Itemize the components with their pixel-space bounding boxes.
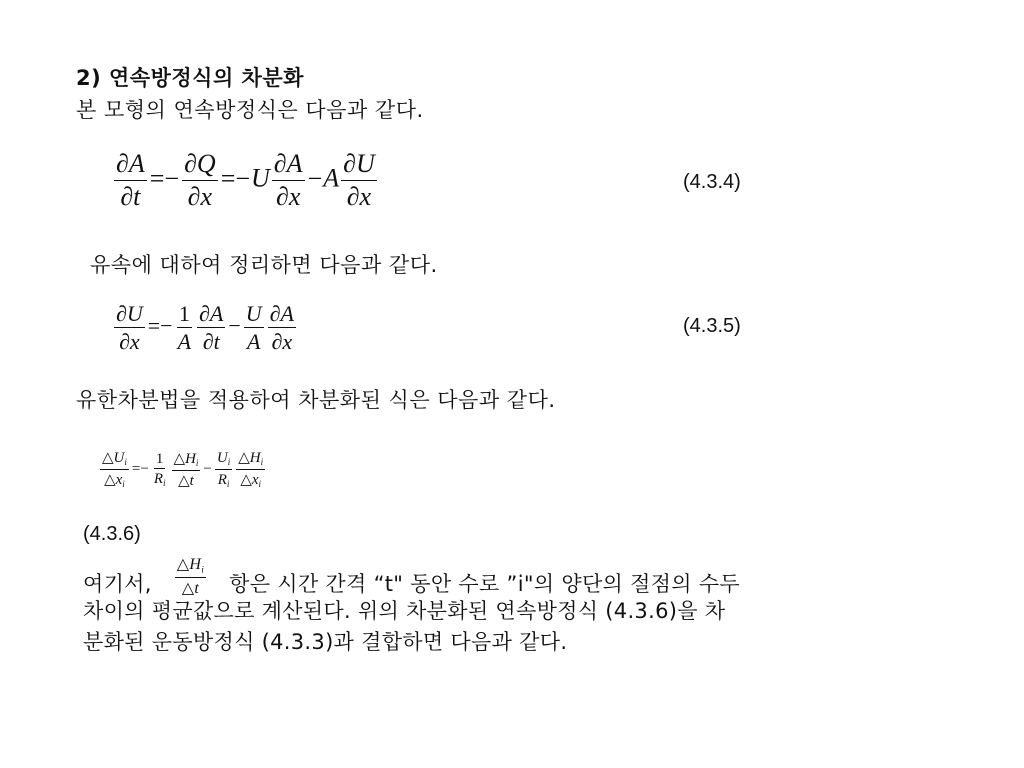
equals-minus: =− — [149, 163, 180, 193]
variable-x: x — [251, 472, 259, 489]
minus: − — [203, 461, 212, 478]
variable-x: x — [115, 472, 123, 489]
subscript-i: i — [258, 479, 262, 490]
variable-H: H — [249, 450, 261, 466]
fraction-U-A — [244, 302, 264, 354]
fraction-dA-dt — [114, 150, 147, 211]
equals-minus: =− — [220, 163, 251, 193]
subscript-i: i — [226, 479, 230, 490]
numerator: 1 — [177, 302, 192, 328]
variable-R: R — [217, 472, 227, 489]
fraction-dHi-dt — [175, 556, 206, 598]
equation-number: (4.3.5) — [683, 315, 741, 337]
numerator: ∂A — [197, 302, 225, 328]
equation-number: (4.3.6) — [83, 523, 141, 545]
subscript-i: i — [201, 564, 205, 576]
denominator: ∂t — [202, 329, 220, 355]
subscript-i: i — [122, 479, 125, 490]
variable-t: t — [189, 472, 194, 489]
fraction-dU-dx — [114, 302, 145, 354]
delta-symbol: △ — [173, 450, 186, 467]
variable-U: U — [251, 163, 270, 193]
numerator — [175, 556, 206, 578]
subscript-i: i — [124, 457, 127, 468]
numerator — [236, 450, 265, 470]
delta-symbol: △ — [238, 450, 250, 466]
subscript-i: i — [195, 457, 199, 468]
fraction-dU-dx — [341, 150, 377, 211]
intro-text: 본 모형의 연속방정식은 다음과 같다. — [76, 98, 424, 122]
denominator: A — [247, 329, 261, 355]
body-text-fdm: 유한차분법을 적용하여 차분화된 식은 다음과 같다. — [76, 388, 556, 412]
denominator: ∂t — [120, 181, 141, 211]
subscript-i: i — [260, 457, 264, 468]
denominator: ∂x — [187, 181, 213, 211]
numerator: 1 — [154, 451, 166, 470]
section-title: 2) 연속방정식의 차분화 — [76, 66, 304, 90]
numerator: ∂A — [272, 150, 305, 181]
variable-H: H — [189, 556, 202, 573]
variable-U: U — [113, 450, 125, 466]
inline-fraction-dHi-dt — [173, 556, 208, 598]
paragraph-line-3: 분화된 운동방정식 (4.3.3)과 결합하면 다음과 같다. — [83, 630, 568, 654]
denominator: ∂x — [119, 329, 140, 355]
delta-symbol: △ — [102, 450, 114, 466]
numerator: U — [244, 302, 264, 328]
fraction-dQ-dx — [182, 150, 218, 211]
numerator — [172, 451, 201, 471]
delta-symbol: △ — [240, 472, 252, 489]
denominator — [102, 470, 127, 490]
fraction-dA-dx — [268, 302, 296, 354]
denominator — [152, 469, 168, 489]
delta-symbol: △ — [178, 472, 190, 489]
paragraph-text: 여기서, — [83, 571, 152, 596]
numerator: ∂U — [114, 302, 145, 328]
minus: − — [307, 163, 323, 193]
variable-R: R — [153, 471, 163, 488]
variable-U: U — [216, 450, 228, 466]
delta-symbol: △ — [104, 472, 116, 489]
numerator — [100, 450, 129, 470]
subscript-i: i — [163, 478, 166, 489]
fraction-dHi-dt — [172, 451, 201, 490]
denominator — [216, 470, 232, 490]
minus: − — [228, 313, 241, 339]
fraction-1-A — [176, 302, 193, 354]
fraction-dUi-dxi — [100, 450, 129, 490]
fraction-Ui-Ri — [215, 450, 232, 490]
fraction-dA-dx — [272, 150, 305, 211]
fraction-dHi-dxi — [236, 450, 265, 490]
denominator: A — [177, 329, 192, 355]
numerator: ∂A — [268, 302, 296, 328]
equation-4-3-4 — [112, 150, 379, 211]
denominator — [238, 470, 263, 490]
body-text-velocity: 유속에 대하여 정리하면 다음과 같다. — [90, 253, 438, 277]
numerator: ∂Q — [182, 150, 218, 181]
fraction-1-Ri — [152, 451, 168, 490]
numerator — [215, 450, 232, 470]
equals-minus: =− — [147, 313, 173, 339]
denominator — [180, 578, 201, 598]
paragraph-line-2: 차이의 평균값으로 계산된다. 위의 차분화된 연속방정식 (4.3.6)을 차 — [83, 599, 726, 623]
numerator: ∂U — [341, 150, 377, 181]
equation-4-3-5 — [112, 302, 298, 354]
denominator — [176, 471, 196, 490]
numerator: ∂A — [114, 150, 147, 181]
equation-number: (4.3.4) — [683, 171, 741, 193]
variable-H: H — [185, 450, 196, 467]
equation-4-3-6 — [98, 450, 267, 490]
variable-A: A — [323, 163, 340, 193]
denominator: ∂x — [346, 181, 372, 211]
equals-minus: =− — [131, 461, 149, 478]
denominator: ∂x — [271, 329, 293, 355]
subscript-i: i — [227, 457, 231, 468]
variable-t: t — [194, 579, 200, 597]
delta-symbol: △ — [181, 579, 195, 597]
fraction-dA-dt — [197, 302, 225, 354]
denominator: ∂x — [275, 181, 301, 211]
delta-symbol: △ — [176, 556, 190, 573]
paragraph-text: 항은 시간 간격 “t" 동안 수로 ”i"의 양단의 절점의 수두 — [229, 571, 740, 596]
